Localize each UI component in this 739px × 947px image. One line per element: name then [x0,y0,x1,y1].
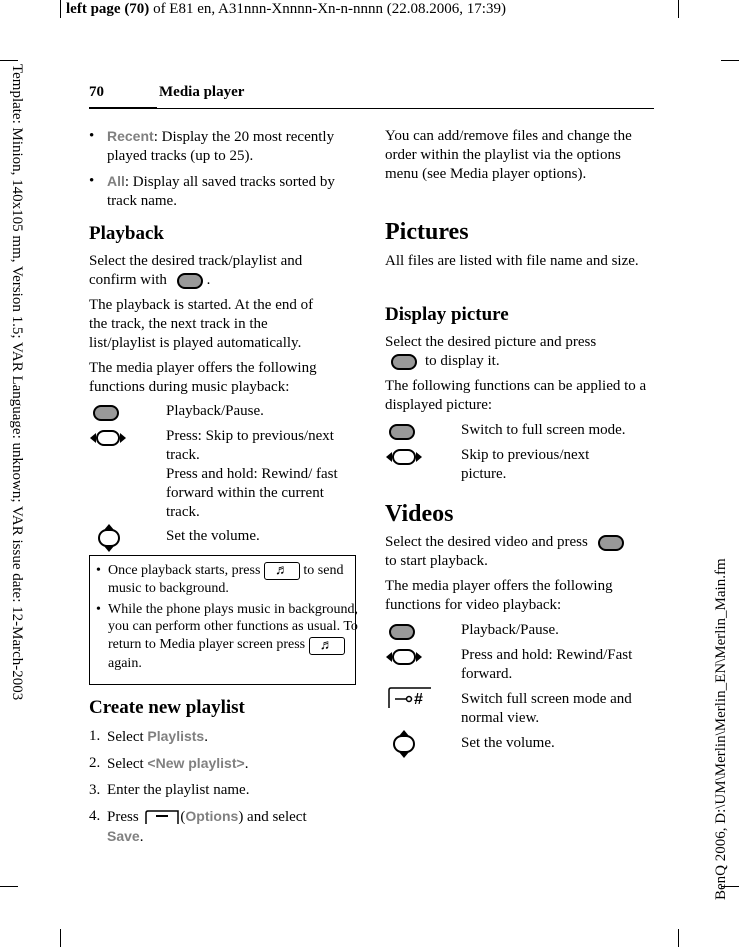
music-key-icon: ♬ [309,637,345,655]
note-text: While the phone plays music in background, you can perform other functions as usual. To return to Media player screen press [108,602,358,653]
term-playlists: Playlists [147,728,205,744]
header-rule [157,108,654,109]
center-key-icon [389,423,415,441]
term-recent: Recent [107,128,154,144]
step-text: Select [107,756,148,772]
videos-heading: Videos [385,501,454,527]
display-picture-paragraph-1 [385,333,647,371]
videos-paragraph-1 [385,533,650,571]
function-text: Press and hold: Rewind/Fast forward. [461,647,633,682]
function-text: Switch full screen mode and normal view. [461,691,632,726]
playback-paragraph-3: The media player offers the following functions during music playback: [89,360,317,395]
bullet-text: : Display all saved tracks sorted by track name. [107,174,335,209]
center-key-icon [391,354,417,370]
display-picture-heading: Display picture [385,304,509,325]
step-number: 2. [89,755,101,771]
term-save: Save [107,828,140,844]
note-item [96,562,358,597]
step-text: . [139,829,144,845]
bullet-item [89,127,359,166]
step-text: Enter the playlist name. [107,782,250,798]
playback-heading: Playback [89,223,164,244]
function-text: Playback/Pause. [461,622,559,638]
page-number: 70 [89,84,104,100]
playback-p1-end: . [206,272,211,288]
note-box [89,555,356,685]
function-text: Press: Skip to previous/next track. Press and hold: Rewind/ fast forward within the current track. [166,428,338,520]
svg-text:#: # [414,691,423,708]
bullet-dot: • [89,128,95,144]
display-p1-end: to display it. [425,353,500,369]
bullet-dot: • [96,602,101,617]
bullet-item [89,172,359,211]
step-text: . [244,756,249,772]
up-down-nav-icon [391,730,417,758]
step-item [89,781,349,800]
left-right-nav-icon [385,447,423,467]
header-slug-rest: of E81 en, A31nnn-Xnnnn-Xn-n-nnnn (22.08.2006, 17:39) [149,1,506,17]
header-rule-thick [89,107,157,109]
step-number: 1. [89,728,101,744]
step-item [89,754,349,774]
step-text: . [204,729,208,745]
side-file-path: BenQ 2006, D:\UM\Merlin\Merlin_EN\Merlin_Main.fm [713,558,729,900]
note-item [96,601,358,672]
music-key-icon: ♬ [264,562,300,580]
step-item [89,727,349,747]
pictures-paragraph: All files are listed with file name and size. [385,253,639,269]
soft-key-icon [144,810,180,826]
playback-paragraph-1 [89,252,339,290]
crop-mark [678,0,679,18]
up-down-nav-icon [96,524,122,552]
bullet-list [89,127,359,211]
step-number: 3. [89,782,101,798]
videos-paragraph-2: The media player offers the following functions for video playback: [385,578,613,613]
step-text: Select [107,729,148,745]
bullet-text: : Display the 20 most recently played tracks (up to 25). [107,129,335,164]
pictures-heading: Pictures [385,219,469,245]
center-key-icon [389,623,415,641]
section-title: Media player [159,84,245,100]
bullet-dot: • [89,173,95,189]
bullet-dot: • [96,563,101,578]
center-key-icon [93,404,119,422]
note-text: to send music to background. [108,563,344,596]
term-options: Options [185,808,239,824]
center-key-icon [177,273,203,289]
playback-p1-text: Select the desired track/playlist and confirm with [89,253,303,288]
crop-mark [60,929,61,947]
playlist-options-paragraph: You can add/remove files and change the order within the playlist via the options menu (see Media player options). [385,128,632,182]
create-playlist-heading: Create new playlist [89,697,245,718]
crop-mark [60,0,61,18]
step-item: 4. Press (Options) and select Save. [89,808,307,845]
steps-list [89,727,349,847]
crop-mark [721,60,739,61]
display-p1-text: Select the desired picture and press [385,334,597,350]
header-slug [66,1,506,18]
left-right-nav-icon [385,647,423,667]
crop-mark [678,929,679,947]
function-text: Set the volume. [461,735,555,751]
function-text: Skip to previous/next picture. [461,447,590,482]
note-text: Once playback starts, press [108,563,261,579]
display-picture-paragraph-2: The following functions can be applied to a displayed picture: [385,378,647,413]
term-all: All [107,173,125,189]
function-text: Set the volume. [166,528,260,544]
center-key-icon [598,535,624,551]
step-number: 4. [89,808,101,824]
playback-paragraph-2: The playback is started. At the end of the track, the next track in the list/playlist is played automatically. [89,297,314,351]
note-text: again. [108,656,142,671]
step-text: Press [107,809,139,825]
videos-p1-text: Select the desired video and press [385,534,588,550]
left-right-nav-icon [89,428,127,448]
term-new-playlist: <New playlist> [147,755,245,771]
videos-p1-end: to start playback. [385,553,488,569]
function-text: Playback/Pause. [166,403,264,419]
crop-mark [0,60,18,61]
header-slug-bold: left page (70) [66,1,150,17]
hash-key-icon [387,686,433,710]
side-template-info: Template: Minion, 140x105 mm, Version 1.5; VAR Language: unknown; VAR issue date: 12-March-2003 [9,64,25,701]
crop-mark [0,886,18,887]
step-text: ) and select [238,809,307,825]
function-text: Switch to full screen mode. [461,422,626,438]
